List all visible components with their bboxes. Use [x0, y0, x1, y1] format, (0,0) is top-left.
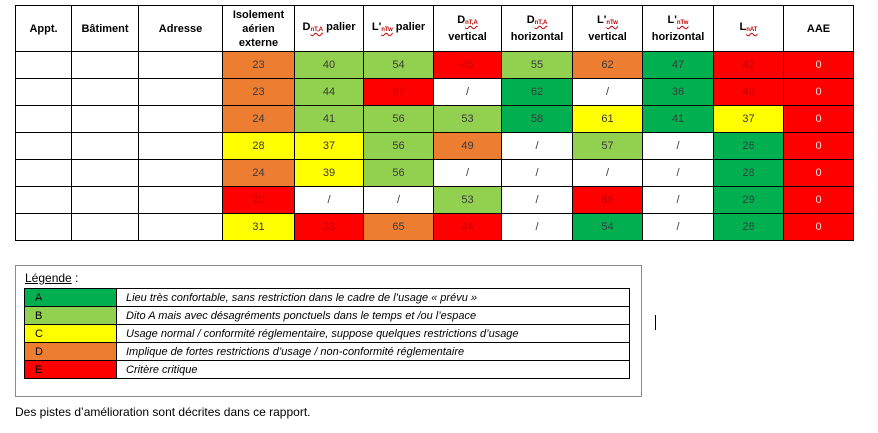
batiment-cell [72, 214, 139, 241]
value-cell: / [502, 214, 573, 241]
value-cell: / [643, 214, 714, 241]
header-lnw-horizontal-symbol: L' [667, 14, 677, 26]
value-cell: 20 [223, 187, 295, 214]
appt-cell [16, 79, 72, 106]
value-cell: 41 [295, 106, 364, 133]
value-cell: / [434, 79, 502, 106]
header-lnw-vertical-symbol: L' [597, 14, 607, 26]
value-cell: 44 [295, 79, 364, 106]
value-cell: 65 [573, 187, 643, 214]
header-leq [714, 6, 784, 52]
value-cell: / [573, 160, 643, 187]
header-lnw-vertical-subscript: nTw [606, 20, 618, 26]
table-body [16, 52, 854, 241]
header-dnta-palier-symbol: D [302, 21, 311, 33]
legend-description: Dito A mais avec désagréments ponctuels dans le temps et /ou l’espace [117, 307, 630, 325]
batiment-cell [72, 52, 139, 79]
header-dnta-vertical-subscript: nT,A [465, 20, 478, 26]
header-batiment [72, 6, 139, 52]
table-row [16, 106, 854, 133]
header-lnw-palier-subscript: nTw [381, 27, 393, 33]
adresse-cell [139, 133, 223, 160]
value-cell: 37 [295, 133, 364, 160]
value-cell: / [573, 79, 643, 106]
appt-cell [16, 52, 72, 79]
value-cell: 28 [714, 214, 784, 241]
value-cell: 23 [223, 79, 295, 106]
value-cell: 67 [364, 79, 434, 106]
header-lnw-horizontal-text: horizontal [651, 31, 705, 43]
value-cell: / [295, 187, 364, 214]
legend-description: Critère critique [117, 361, 630, 379]
header-lnw-horizontal-subscript: nTw [676, 20, 689, 26]
value-cell: / [502, 133, 573, 160]
legend-row [25, 307, 630, 325]
value-cell: 54 [364, 52, 434, 79]
value-cell: 55 [502, 52, 573, 79]
value-cell: 45 [434, 52, 502, 79]
header-isolement-line3: externe [238, 36, 279, 49]
value-cell: 40 [295, 52, 364, 79]
value-cell: 61 [573, 106, 643, 133]
header-aae-label: AAE [806, 22, 831, 35]
value-cell: 58 [502, 106, 573, 133]
header-dnta-horizontal-subscript: nT,A [534, 20, 548, 26]
header-lnw-palier-symbol: L' [371, 21, 382, 33]
value-cell: 53 [434, 187, 502, 214]
adresse-cell [139, 52, 223, 79]
header-leq-subscript: nAT [746, 27, 758, 33]
header-adresse [139, 6, 223, 52]
value-cell: 23 [223, 52, 295, 79]
table-row [16, 52, 854, 79]
value-cell: / [643, 187, 714, 214]
value-cell: 47 [643, 52, 714, 79]
legend-title-label: Légende [25, 271, 72, 285]
value-cell: 62 [573, 52, 643, 79]
value-cell: 28 [223, 133, 295, 160]
header-lnw-vertical [573, 6, 643, 52]
value-cell: 65 [364, 214, 434, 241]
footer-paragraph: Des pistes d’amélioration sont décrites dans ce rapport. [15, 405, 311, 419]
header-lnw-horizontal [643, 6, 714, 52]
adresse-cell [139, 79, 223, 106]
value-cell: 31 [223, 214, 295, 241]
header-dnta-vertical [434, 6, 502, 52]
value-cell: / [643, 160, 714, 187]
value-cell: 57 [573, 133, 643, 160]
header-dnta-horizontal-text: horizontal [510, 31, 564, 43]
acoustic-results-table [15, 5, 854, 241]
value-cell: 42 [714, 52, 784, 79]
header-isolement [223, 6, 295, 52]
legend-title-suffix: : [71, 271, 79, 285]
legend-row [25, 361, 630, 379]
header-dnta-vertical-symbol: D [457, 14, 466, 26]
batiment-cell [72, 187, 139, 214]
header-row [16, 6, 854, 52]
header-dnta-vertical-text: vertical [448, 31, 487, 43]
value-cell: 0 [784, 106, 854, 133]
value-cell: 26 [714, 133, 784, 160]
header-batiment-label: Bâtiment [81, 22, 129, 35]
value-cell: 0 [784, 214, 854, 241]
legend-row [25, 325, 630, 343]
header-isolement-line1: Isolement [232, 8, 285, 21]
legend-code: C [25, 325, 117, 343]
legend-description: Usage normal / conformité réglementaire, suppose quelques restrictions d’usage [117, 325, 630, 343]
legend-description: Implique de fortes restrictions d’usage / non-conformité réglementaire [117, 343, 630, 361]
adresse-cell [139, 187, 223, 214]
adresse-cell [139, 160, 223, 187]
header-isolement-line2: aérien [242, 22, 275, 35]
value-cell: 49 [434, 133, 502, 160]
value-cell: / [502, 160, 573, 187]
appt-cell [16, 160, 72, 187]
header-lnw-palier [364, 6, 434, 52]
header-dnta-palier [295, 6, 364, 52]
appt-cell [16, 133, 72, 160]
legend-description: Lieu très confortable, sans restriction dans le cadre de l’usage « prévu » [117, 289, 630, 307]
adresse-cell [139, 214, 223, 241]
header-appt [16, 6, 72, 52]
value-cell: 44 [434, 214, 502, 241]
legend-table [24, 288, 630, 379]
value-cell: / [643, 133, 714, 160]
legend-code: E [25, 361, 117, 379]
header-adresse-label: Adresse [158, 22, 203, 35]
value-cell: 0 [784, 133, 854, 160]
batiment-cell [72, 79, 139, 106]
value-cell: 0 [784, 187, 854, 214]
header-leq-symbol: L [739, 21, 747, 33]
value-cell: 37 [714, 106, 784, 133]
value-cell: 46 [714, 79, 784, 106]
header-lnw-vertical-text: vertical [588, 31, 627, 43]
value-cell: 24 [223, 106, 295, 133]
batiment-cell [72, 160, 139, 187]
legend-code: A [25, 289, 117, 307]
header-lnw-palier-text: palier [392, 21, 426, 33]
legend-title [25, 271, 78, 285]
header-appt-label: Appt. [29, 22, 58, 35]
value-cell: 36 [643, 79, 714, 106]
value-cell: 62 [502, 79, 573, 106]
table-row [16, 79, 854, 106]
value-cell: 0 [784, 52, 854, 79]
header-dnta-palier-subscript: nT,A [310, 27, 324, 33]
table-row [16, 214, 854, 241]
table-row [16, 187, 854, 214]
text-cursor [655, 315, 656, 330]
value-cell: / [364, 187, 434, 214]
legend-row [25, 343, 630, 361]
header-dnta-horizontal [502, 6, 573, 52]
legend-code: D [25, 343, 117, 361]
legend-box [15, 265, 642, 397]
value-cell: 39 [295, 160, 364, 187]
value-cell: 28 [714, 160, 784, 187]
appt-cell [16, 187, 72, 214]
header-dnta-horizontal-symbol: D [526, 14, 535, 26]
value-cell: 56 [364, 160, 434, 187]
legend-row [25, 289, 630, 307]
value-cell: 33 [295, 214, 364, 241]
value-cell: 24 [223, 160, 295, 187]
legend-code: B [25, 307, 117, 325]
appt-cell [16, 214, 72, 241]
value-cell: 0 [784, 79, 854, 106]
value-cell: 29 [714, 187, 784, 214]
header-aae [784, 6, 854, 52]
value-cell: 0 [784, 160, 854, 187]
value-cell: / [502, 187, 573, 214]
table-row [16, 160, 854, 187]
value-cell: / [434, 160, 502, 187]
value-cell: 53 [434, 106, 502, 133]
adresse-cell [139, 106, 223, 133]
header-dnta-palier-text: palier [323, 21, 356, 33]
value-cell: 54 [573, 214, 643, 241]
batiment-cell [72, 106, 139, 133]
value-cell: 56 [364, 106, 434, 133]
appt-cell [16, 106, 72, 133]
value-cell: 56 [364, 133, 434, 160]
batiment-cell [72, 133, 139, 160]
legend-body [25, 289, 630, 379]
table-row [16, 133, 854, 160]
value-cell: 41 [643, 106, 714, 133]
